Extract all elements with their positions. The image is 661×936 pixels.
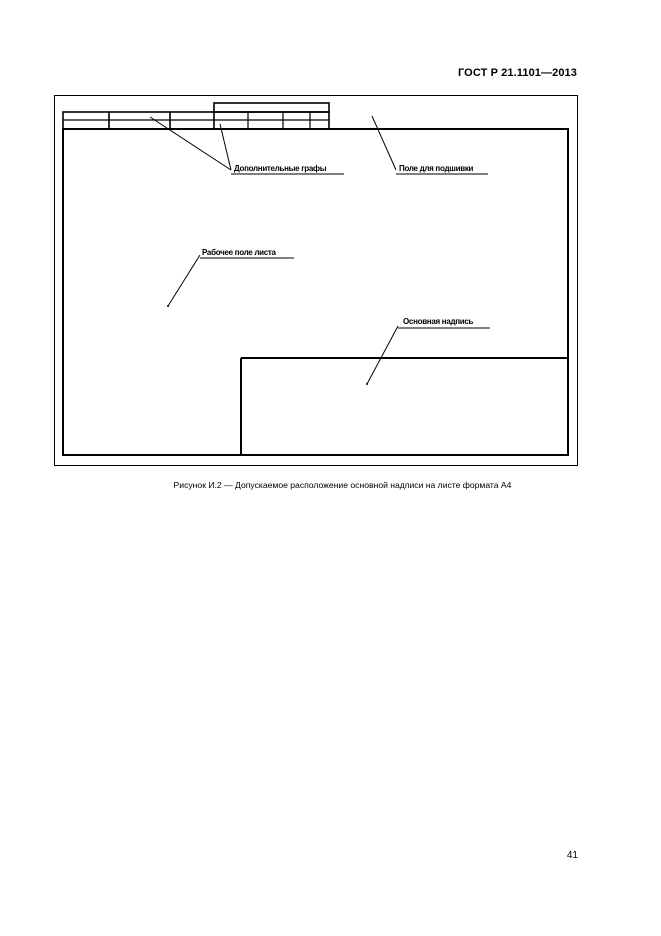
document-header: ГОСТ Р 21.1101—2013: [457, 67, 577, 79]
additional-columns-table: [63, 103, 329, 129]
figure-caption: [0, 480, 661, 490]
sheet-outer-border: [55, 96, 578, 466]
leader-points: [167, 305, 368, 385]
label-working-field: Рабочее поле листа: [202, 248, 276, 257]
leader-lines: [150, 116, 490, 384]
title-block-area: [241, 358, 568, 455]
label-additional-columns: Дополнительные графы: [234, 164, 327, 173]
page-number: 41: [566, 850, 578, 861]
label-signature-field: Поле для подшивки: [399, 164, 474, 173]
label-title-block: Основная надпись: [403, 317, 474, 326]
figure-caption-text: Рисунок И.2 — Допускаемое расположение основной надписи на листе формата А4: [173, 480, 512, 490]
sheet-inner-frame: [63, 129, 568, 455]
